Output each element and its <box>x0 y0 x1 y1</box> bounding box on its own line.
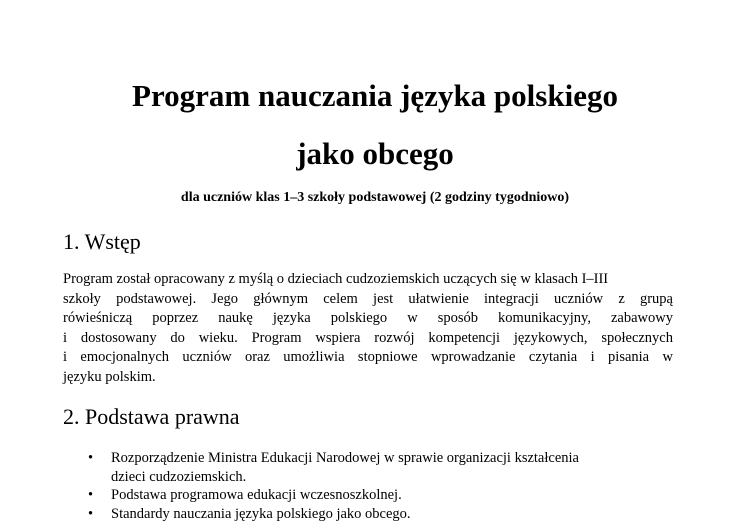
document-title-line-2: jako obcego <box>296 136 454 171</box>
list-item <box>88 449 658 486</box>
list-item-text: Podstawa programowa edukacji wczesnoszkolnej. <box>111 487 402 503</box>
bullet-icon: • <box>88 505 94 522</box>
paragraph-line: Program został opracowany z myślą o dzieciach cudzoziemskich uczących się w klasach I–III <box>63 271 609 287</box>
section-heading-legal-basis: 2. Podstawa prawna <box>63 404 240 429</box>
paragraph-line: rówieśniczą poprzez naukę języka polskiego w sposób komunikacyjny, zabawowy <box>63 310 673 326</box>
introduction-paragraph <box>63 270 673 387</box>
list-item-text: Rozporządzenie Ministra Edukacji Narodowej w sprawie organizacji kształcenia <box>111 450 579 466</box>
section-heading-introduction: 1. Wstęp <box>63 229 141 254</box>
paragraph-line: i emocjonalnych uczniów oraz umożliwia stopniowe wprowadzanie czytania i pisania w <box>63 349 673 365</box>
legal-basis-list <box>88 449 658 523</box>
paragraph-line: i dostosowany do wieku. Program wspiera rozwój kompetencji językowych, społecznych <box>63 329 673 346</box>
list-item <box>88 486 658 505</box>
paragraph-line: szkoły podstawowej. Jego głównym celem jest ułatwienie integracji uczniów z grupą <box>63 290 673 307</box>
list-item-text-continued: dzieci cudzoziemskich. <box>111 468 247 485</box>
list-item <box>88 505 658 524</box>
paragraph-line: języku polskim. <box>63 368 156 385</box>
bullet-icon: • <box>88 487 94 503</box>
list-item-text: Standardy nauczania języka polskiego jako obcego. <box>111 505 411 522</box>
document-title-line-1: Program nauczania języka polskiego <box>132 78 618 113</box>
bullet-icon: • <box>88 450 94 466</box>
document-subtitle: dla uczniów klas 1–3 szkoły podstawowej (2 godziny tygodniowo) <box>180 190 570 205</box>
